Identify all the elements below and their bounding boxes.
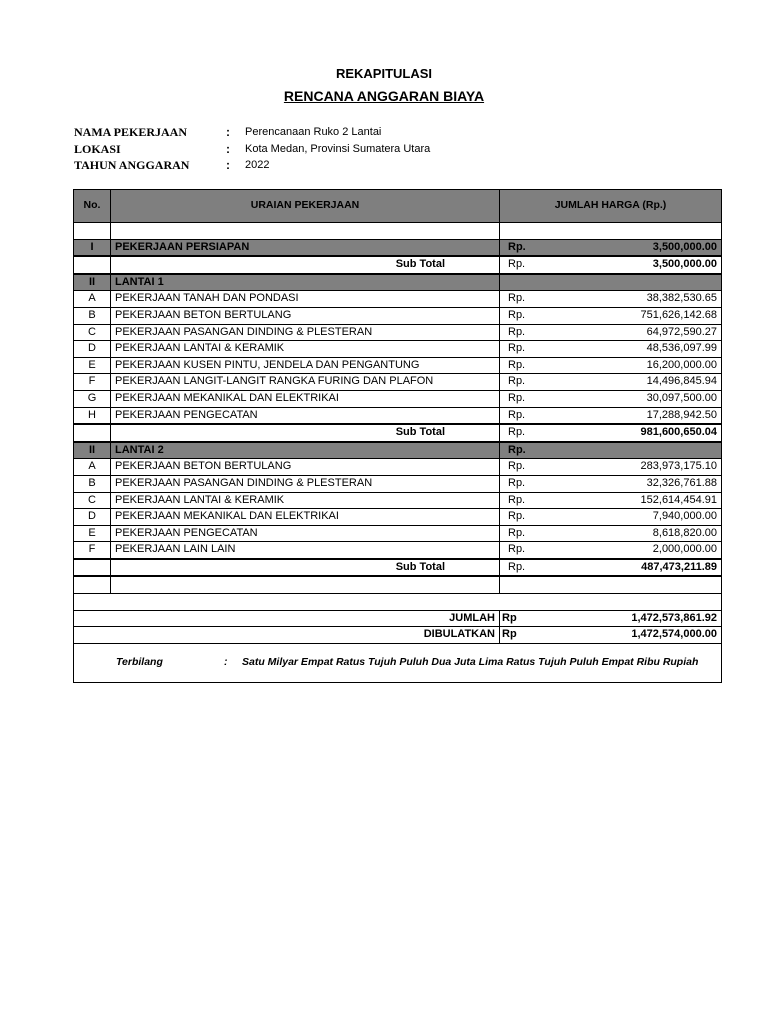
terbilang-row — [74, 643, 722, 682]
subtotal-amount-cell — [500, 256, 722, 274]
currency-label: Rp. — [508, 493, 526, 506]
dibulatkan-amount: 1,472,574,000.00 — [631, 628, 717, 641]
item-name: PEKERJAAN LAIN LAIN — [111, 542, 500, 559]
blank-row — [74, 223, 722, 240]
currency-label: Rp. — [508, 358, 526, 371]
section-row — [74, 274, 722, 291]
subtotal-amount: 487,473,211.89 — [641, 560, 717, 573]
table-row — [74, 407, 722, 424]
currency-label: Rp. — [508, 325, 526, 338]
item-name: PEKERJAAN TANAH DAN PONDASI — [111, 291, 500, 308]
subtotal-label: Sub Total — [111, 424, 500, 442]
currency-label: Rp. — [508, 443, 526, 456]
item-no: C — [74, 492, 111, 509]
section-row — [74, 239, 722, 256]
currency-label: Rp — [502, 611, 517, 624]
section-name: PEKERJAAN PERSIAPAN — [111, 239, 500, 256]
table-row — [74, 324, 722, 341]
terbilang-text: Satu Milyar Empat Ratus Tujuh Puluh Dua Juta Lima Ratus Tujuh Puluh Empat Ribu Rupiah — [242, 655, 699, 668]
info-value: Perencanaan Ruko 2 Lantai — [245, 126, 382, 138]
item-amount: 7,940,000.00 — [652, 510, 717, 523]
item-name: PEKERJAAN BETON BERTULANG — [111, 459, 500, 476]
table-row — [74, 459, 722, 476]
info-colon: : — [226, 125, 230, 139]
table-row — [74, 374, 722, 391]
section-amount-cell — [500, 239, 722, 256]
subtotal-amount: 3,500,000.00 — [652, 258, 717, 271]
subtotal-amount-cell — [500, 559, 722, 577]
subtotal-row — [74, 559, 722, 577]
item-name: PEKERJAAN LANTAI & KERAMIK — [111, 341, 500, 358]
info-colon: : — [226, 158, 230, 172]
item-amount: 16,200,000.00 — [646, 358, 717, 371]
item-amount-cell — [500, 374, 722, 391]
item-amount-cell — [500, 307, 722, 324]
item-amount: 14,496,845.94 — [646, 375, 717, 388]
budget-table — [73, 189, 722, 683]
table-row — [74, 542, 722, 559]
currency-label: Rp. — [508, 342, 526, 355]
item-name: PEKERJAAN PASANGAN DINDING & PLESTERAN — [111, 475, 500, 492]
section-no: II — [74, 442, 111, 459]
table-row — [74, 390, 722, 407]
currency-label: Rp. — [508, 375, 526, 388]
terbilang-colon: : — [224, 655, 228, 668]
table-row — [74, 341, 722, 358]
item-amount: 64,972,590.27 — [646, 325, 717, 338]
subtotal-amount-cell — [500, 424, 722, 442]
item-no: D — [74, 509, 111, 526]
item-no: E — [74, 525, 111, 542]
item-amount: 751,626,142.68 — [640, 308, 717, 321]
currency-label: Rp. — [508, 258, 526, 271]
item-name: PEKERJAAN BETON BERTULANG — [111, 307, 500, 324]
item-amount-cell — [500, 291, 722, 308]
item-name: PEKERJAAN PENGECATAN — [111, 407, 500, 424]
info-value: 2022 — [245, 159, 270, 171]
currency-label: Rp. — [508, 308, 526, 321]
jumlah-label: JUMLAH — [74, 610, 500, 627]
info-colon: : — [226, 142, 230, 156]
blank-row — [74, 594, 722, 611]
item-no: F — [74, 542, 111, 559]
table-row — [74, 509, 722, 526]
jumlah-row — [74, 610, 722, 627]
item-amount: 30,097,500.00 — [646, 391, 717, 404]
info-label: TAHUN ANGGARAN — [74, 158, 190, 172]
item-amount-cell — [500, 542, 722, 559]
section-name: LANTAI 1 — [111, 274, 500, 291]
item-amount-cell — [500, 509, 722, 526]
item-amount-cell — [500, 475, 722, 492]
subtotal-amount: 981,600,650.04 — [640, 426, 717, 439]
item-amount-cell — [500, 357, 722, 374]
table-row — [74, 307, 722, 324]
item-name: PEKERJAAN LANTAI & KERAMIK — [111, 492, 500, 509]
item-amount: 283,973,175.10 — [640, 460, 717, 473]
header-jumlah: JUMLAH HARGA (Rp.) — [500, 190, 722, 223]
table-row — [74, 525, 722, 542]
subtotal-label: Sub Total — [111, 256, 500, 274]
subtotal-label: Sub Total — [111, 559, 500, 577]
currency-label: Rp. — [508, 460, 526, 473]
item-amount-cell — [500, 492, 722, 509]
section-amount: 3,500,000.00 — [652, 240, 717, 253]
currency-label: Rp. — [508, 510, 526, 523]
item-amount-cell — [500, 407, 722, 424]
item-amount: 32,326,761.88 — [646, 476, 717, 489]
blank-row — [74, 576, 722, 593]
currency-label: Rp — [502, 628, 517, 641]
terbilang-label: Terbilang — [116, 655, 163, 668]
item-amount-cell — [500, 390, 722, 407]
currency-label: Rp. — [508, 292, 526, 305]
currency-label: Rp. — [508, 476, 526, 489]
header-no: No. — [74, 190, 111, 223]
dibulatkan-label: DIBULATKAN — [74, 627, 500, 644]
table-row — [74, 475, 722, 492]
section-no: I — [74, 239, 111, 256]
item-amount-cell — [500, 459, 722, 476]
item-amount: 48,536,097.99 — [646, 342, 717, 355]
item-amount: 38,382,530.65 — [646, 292, 717, 305]
item-amount: 8,618,820.00 — [652, 526, 717, 539]
item-amount-cell — [500, 341, 722, 358]
info-value: Kota Medan, Provinsi Sumatera Utara — [245, 143, 431, 155]
item-amount: 152,614,454.91 — [640, 493, 717, 506]
currency-label: Rp. — [508, 543, 526, 556]
item-name: PEKERJAAN KUSEN PINTU, JENDELA DAN PENGANTUNG — [111, 357, 500, 374]
currency-label: Rp. — [508, 240, 526, 253]
table-row — [74, 291, 722, 308]
item-no: F — [74, 374, 111, 391]
item-amount-cell — [500, 324, 722, 341]
currency-label: Rp. — [508, 426, 526, 439]
header-uraian: URAIAN PEKERJAAN — [111, 190, 500, 223]
info-label: NAMA PEKERJAAN — [74, 125, 187, 139]
currency-label: Rp. — [508, 408, 526, 421]
item-name: PEKERJAAN MEKANIKAL DAN ELEKTRIKAI — [111, 390, 500, 407]
subtotal-row — [74, 424, 722, 442]
table-header-row — [74, 190, 722, 223]
item-no: C — [74, 324, 111, 341]
doc-title: REKAPITULASI — [335, 66, 433, 81]
item-no: H — [74, 407, 111, 424]
item-amount: 17,288,942.50 — [646, 408, 717, 421]
item-name: PEKERJAAN MEKANIKAL DAN ELEKTRIKAI — [111, 509, 500, 526]
section-no: II — [74, 274, 111, 291]
item-name: PEKERJAAN PASANGAN DINDING & PLESTERAN — [111, 324, 500, 341]
item-name: PEKERJAAN PENGECATAN — [111, 525, 500, 542]
item-amount: 2,000,000.00 — [652, 543, 717, 556]
currency-label: Rp. — [508, 560, 526, 573]
table-row — [74, 357, 722, 374]
item-no: B — [74, 475, 111, 492]
jumlah-amount: 1,472,573,861.92 — [631, 611, 717, 624]
dibulatkan-amount-cell — [500, 627, 722, 644]
doc-subtitle: RENCANA ANGGARAN BIAYA — [283, 88, 485, 104]
item-no: B — [74, 307, 111, 324]
dibulatkan-row — [74, 627, 722, 644]
section-amount-cell — [500, 442, 722, 459]
jumlah-amount-cell — [500, 610, 722, 627]
section-amount-cell — [500, 274, 722, 291]
section-name: LANTAI 2 — [111, 442, 500, 459]
item-no: E — [74, 357, 111, 374]
item-no: A — [74, 459, 111, 476]
currency-label: Rp. — [508, 526, 526, 539]
item-no: G — [74, 390, 111, 407]
section-row — [74, 442, 722, 459]
item-no: A — [74, 291, 111, 308]
currency-label: Rp. — [508, 391, 526, 404]
item-amount-cell — [500, 525, 722, 542]
item-no: D — [74, 341, 111, 358]
table-row — [74, 492, 722, 509]
subtotal-row — [74, 256, 722, 274]
info-label: LOKASI — [74, 142, 121, 156]
item-name: PEKERJAAN LANGIT-LANGIT RANGKA FURING DAN PLAFON — [111, 374, 500, 391]
